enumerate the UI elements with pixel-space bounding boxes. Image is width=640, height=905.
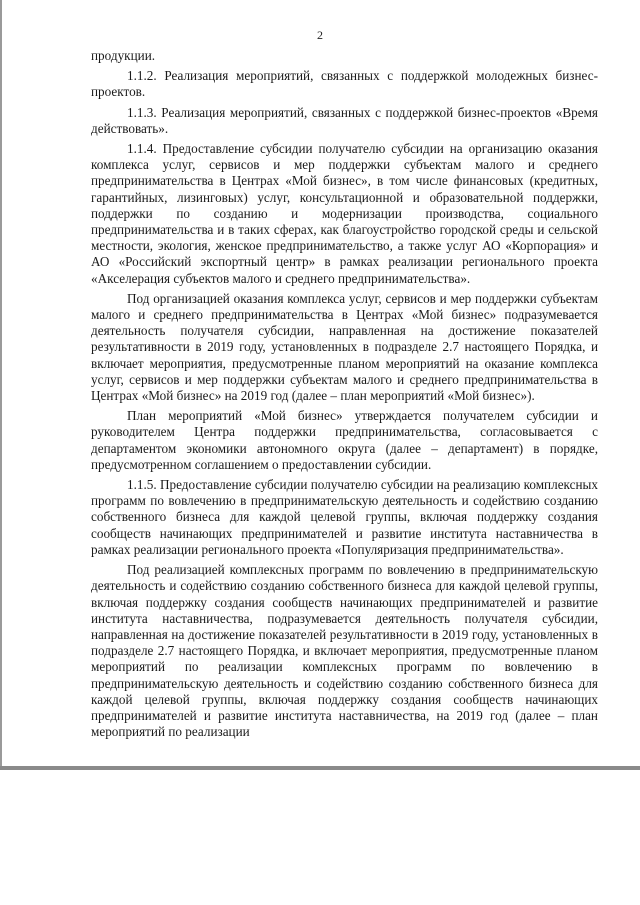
paragraph: продукции. (91, 48, 156, 63)
paragraph: 1.1.3. Реализация мероприятий, связанных с поддержкой бизнес-проектов «Время действовать». (91, 104, 598, 136)
paragraph: 1.1.5. Предоставление субсидии получателю субсидии на реализацию комплексных программ по вовлечению в предпринимательскую деятельность и содействию созданию собственного бизнеса для каждой целевой группы, включая поддержку создания сообществ начинающих предпринимателей и развитие института наставничества в рамках реализации регионального проекта «Популяризация предпринимательства». (91, 477, 598, 557)
scan-left-edge (0, 0, 2, 768)
paragraph: Под реализацией комплексных программ по вовлечению в предпринимательскую деятельность и содействию созданию собственного бизнеса для каждой целевой группы, включая поддержку создания сообществ начинающих предпринимателей и развитие института наставничества, подразумевается деятельность получателя субсидии, направленная на достижение показателей результативности в 2019 году, установленных в подразделе 2.7 настоящего Порядка, и включает мероприятия, предусмотренные планом мероприятий по реализации комплексных программ по вовлечению в предпринимательскую деятельность и содействию созданию собственного бизнеса для каждой целевой группы, включая поддержку создания сообществ начинающих предпринимателей и развитие института наставничества, на 2019 год (далее – план мероприятий по реализации (91, 562, 598, 740)
paragraph: План мероприятий «Мой бизнес» утверждается получателем субсидии и руководителем Центра поддержки предпринимательства, согласовывается с департаментом экономики автономного округа (далее – департамент) в порядке, предусмотренном соглашением о предоставлении субсидии. (91, 408, 598, 472)
page-number: 2 (317, 28, 323, 42)
document-body (91, 48, 598, 744)
paragraph: 1.1.2. Реализация мероприятий, связанных с поддержкой молодежных бизнес-проектов. (91, 68, 598, 100)
paragraph: Под организацией оказания комплекса услуг, сервисов и мер поддержки субъектам малого и среднего предпринимательства в Центрах «Мой бизнес» подразумевается деятельность получателя субсидии, направленная на достижение показателей результативности в 2019 году, установленных в подразделе 2.7 настоящего Порядка, и включает мероприятия, предусмотренные планом мероприятий на оказание комплекса услуг, сервисов и мер поддержки субъектам малого и среднего предпринимательства в Центрах «Мой бизнес» на 2019 год (далее – план мероприятий «Мой бизнес»). (91, 290, 598, 404)
paragraph: 1.1.4. Предоставление субсидии получателю субсидии на организацию оказания комплекса услуг, сервисов и мер поддержки субъектам малого и среднего предпринимательства в Центрах «Мой бизнес», в том числе финансовых (кредитных, гарантийных, лизинговых) услуг, консультационной и образовательной поддержки, поддержки по созданию и модернизации производства, социального предпринимательства и в таких сферах, как благоустройство городской среды и сельской местности, экология, женское предпринимательство, а также услуг АО «Корпорация» и АО «Российский экспортный центр» в рамках реализации регионального проекта «Акселерация субъектов малого и среднего предпринимательства». (91, 141, 598, 286)
scan-bottom-edge (0, 766, 640, 770)
